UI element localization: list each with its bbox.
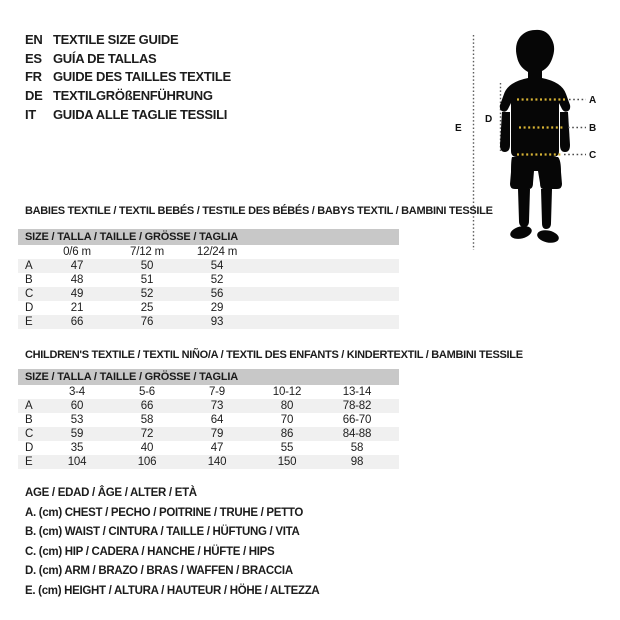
table-cell: 66 — [140, 400, 154, 412]
column-header: 3-4 — [68, 386, 86, 398]
table-cell: 66-70 — [342, 414, 372, 426]
legend-height: E. (cm) HEIGHT / ALTURA / HAUTEUR / HÖHE / ALTEZZA — [25, 584, 320, 597]
title-text: TEXTILGRÖßENFÜHRUNG — [53, 88, 213, 104]
table-cell: 84-88 — [342, 428, 372, 440]
table-cell: 58 — [350, 442, 364, 454]
marker-label-e: E — [455, 123, 462, 134]
marker-label-c: C — [589, 150, 597, 161]
babies-section-title: BABIES TEXTILE / TEXTIL BEBÉS / TESTILE DES BÉBÉS / BABYS TEXTIL / BAMBINI TESSILE — [25, 205, 493, 217]
legend-chest: A. (cm) CHEST / PECHO / POITRINE / TRUHE / PETTO — [25, 506, 304, 519]
table-cell: 51 — [140, 274, 154, 286]
table-row-c — [18, 427, 399, 441]
size-header-bar: SIZE / TALLA / TAILLE / GRÖSSE / TAGLIA — [18, 369, 399, 385]
legend-arm: D. (cm) ARM / BRAZO / BRAS / WAFFEN / BRACCIA — [25, 565, 293, 578]
row-label: A — [25, 400, 33, 412]
table-cell: 59 — [70, 428, 84, 440]
row-label: B — [25, 414, 33, 426]
table-cell: 79 — [210, 428, 224, 440]
lang-code: IT — [25, 106, 36, 122]
language-title-block — [25, 31, 231, 124]
table-cell: 52 — [140, 288, 154, 300]
title-text: TEXTILE SIZE GUIDE — [53, 32, 179, 47]
row-label-spacer — [18, 385, 42, 399]
row-label: D — [25, 442, 34, 454]
row-label: C — [25, 288, 34, 300]
table-cell: 64 — [210, 414, 224, 426]
lang-code: ES — [25, 50, 42, 66]
table-cell: 47 — [210, 442, 224, 454]
table-cell: 21 — [70, 302, 84, 314]
table-cell: 66 — [70, 316, 84, 328]
title-row-fr — [25, 68, 231, 87]
table-row-b — [18, 413, 399, 427]
column-header: 12/24 m — [196, 246, 238, 258]
title-text: GUIDE DES TAILLES TEXTILE — [53, 69, 231, 85]
table-cell: 54 — [210, 260, 224, 272]
row-label: D — [25, 302, 34, 314]
column-header: 7/12 m — [130, 246, 164, 258]
table-cell: 78-82 — [342, 400, 372, 412]
table-cell: 56 — [210, 288, 224, 300]
table-cell: 58 — [140, 414, 154, 426]
table-cell: 50 — [140, 260, 154, 272]
row-label-spacer — [18, 245, 42, 259]
table-cell: 70 — [280, 414, 294, 426]
table-cell: 60 — [70, 400, 84, 412]
table-row-a — [18, 399, 399, 413]
row-label: A — [25, 260, 33, 272]
table-cell: 104 — [67, 456, 87, 468]
table-cell: 93 — [210, 316, 224, 328]
column-header: 13-14 — [342, 386, 372, 398]
table-cell: 73 — [210, 400, 224, 412]
table-cell: 80 — [280, 400, 294, 412]
table-cell: 25 — [140, 302, 154, 314]
table-row-d — [18, 441, 399, 455]
lang-code: EN — [25, 32, 43, 47]
title-text: GUIDA ALLE TAGLIE TESSILI — [53, 106, 228, 122]
table-cell: 52 — [210, 274, 224, 286]
table-row-a — [18, 259, 399, 273]
table-cell: 106 — [137, 456, 157, 468]
title-row-es — [25, 50, 231, 69]
table-row-e — [18, 315, 399, 329]
marker-label-d: D — [485, 114, 493, 125]
legend-age: AGE / EDAD / ÂGE / ALTER / ETÀ — [25, 487, 197, 499]
column-header: 10-12 — [272, 386, 302, 398]
table-cell: 140 — [207, 456, 227, 468]
legend-waist: B. (cm) WAIST / CINTURA / TAILLE / HÜFTUNG / VITA — [25, 526, 300, 539]
column-header-row — [18, 385, 399, 399]
column-header: 0/6 m — [63, 246, 91, 258]
title-row-de — [25, 87, 231, 106]
table-row-d — [18, 301, 399, 315]
table-cell: 40 — [140, 442, 154, 454]
lang-code: DE — [25, 88, 43, 104]
lang-code: FR — [25, 69, 42, 85]
table-row-b — [18, 273, 399, 287]
table-cell: 86 — [280, 428, 294, 440]
measurement-legend — [25, 484, 319, 602]
table-row-e — [18, 455, 399, 469]
legend-hip: C. (cm) HIP / CADERA / HANCHE / HÜFTE / HIPS — [25, 545, 275, 558]
table-cell: 55 — [280, 442, 294, 454]
table-cell: 98 — [350, 456, 364, 468]
child-silhouette — [500, 30, 570, 245]
column-header-row — [18, 245, 399, 259]
table-cell: 53 — [70, 414, 84, 426]
column-header: 7-9 — [208, 386, 226, 398]
row-label: E — [25, 456, 33, 468]
marker-label-b: B — [589, 123, 597, 134]
table-row-c — [18, 287, 399, 301]
table-cell: 72 — [140, 428, 154, 440]
row-label: C — [25, 428, 34, 440]
marker-label-a: A — [589, 95, 597, 106]
size-header-bar: SIZE / TALLA / TAILLE / GRÖSSE / TAGLIA — [18, 229, 399, 245]
table-cell: 76 — [140, 316, 154, 328]
row-label: E — [25, 316, 33, 328]
children-size-table — [18, 369, 399, 469]
table-cell: 48 — [70, 274, 84, 286]
measurement-figure — [440, 12, 620, 260]
column-header: 5-6 — [138, 386, 156, 398]
row-label: B — [25, 274, 33, 286]
table-cell: 47 — [70, 260, 84, 272]
title-row-it — [25, 106, 231, 125]
title-row-en — [25, 31, 231, 50]
table-cell: 49 — [70, 288, 84, 300]
children-section-title: CHILDREN'S TEXTILE / TEXTIL NIÑO/A / TEXTIL DES ENFANTS / KINDERTEXTIL / BAMBINI TESSILE — [25, 349, 523, 361]
table-cell: 35 — [70, 442, 84, 454]
table-cell: 150 — [277, 456, 297, 468]
child-silhouette-diagram — [440, 12, 620, 260]
table-cell: 29 — [210, 302, 224, 314]
title-text: GUÍA DE TALLAS — [53, 50, 157, 66]
babies-size-table — [18, 229, 399, 329]
